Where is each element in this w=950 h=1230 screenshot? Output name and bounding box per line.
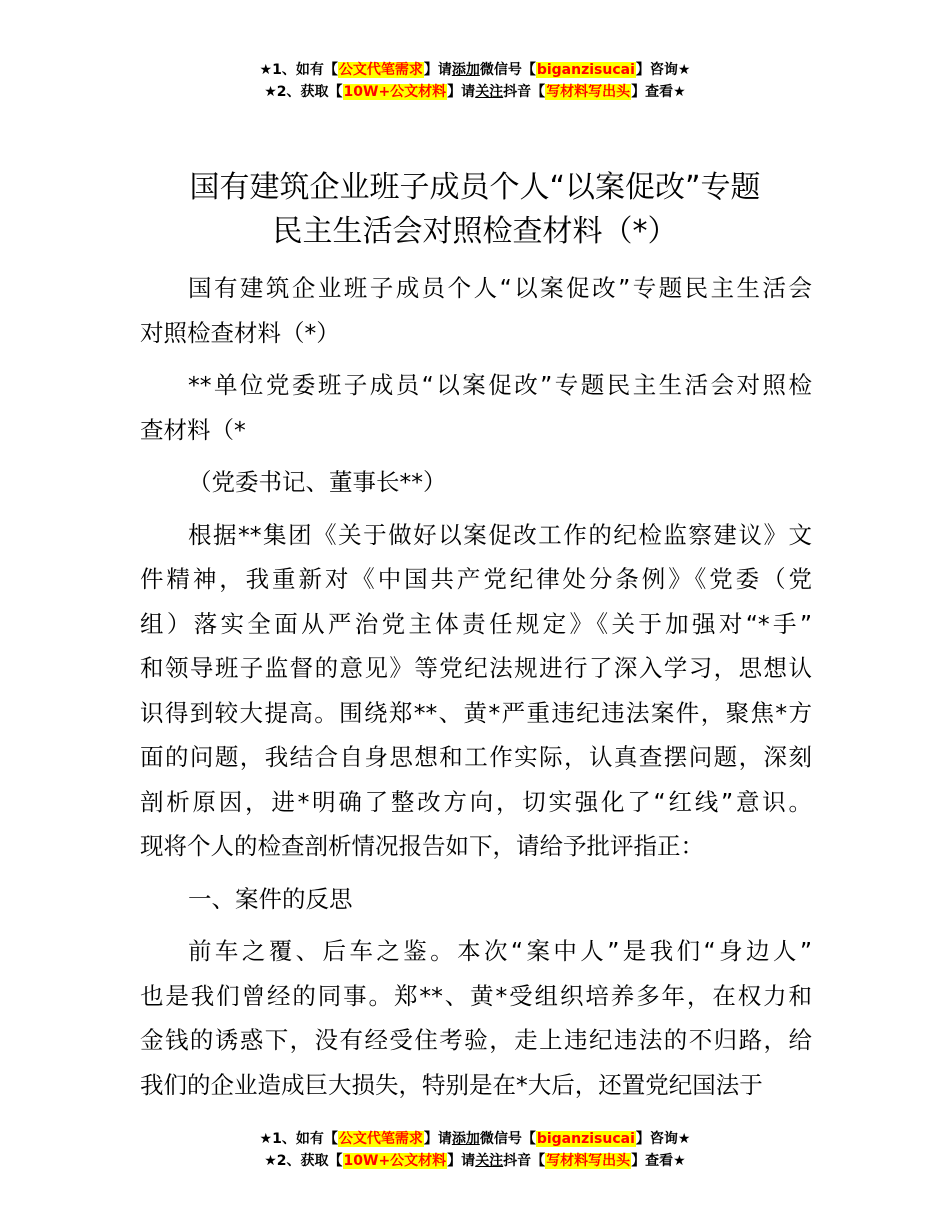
banner-line-1 <box>0 59 950 81</box>
banner-text: ★1、如有【 <box>259 1131 338 1147</box>
banner-text: 抖音【 <box>503 1153 546 1169</box>
body-paragraph <box>140 929 812 1107</box>
banner-text: ★2、获取【 <box>264 84 343 100</box>
banner-underline: 关注 <box>475 84 504 100</box>
body-paragraph <box>140 460 812 505</box>
banner-text: ★1、如有【 <box>259 62 338 78</box>
paragraph-line: 剖析原因，进*明确了整改方向，切实强化了“红线”意识。 <box>140 787 812 816</box>
paragraph-line: 现将个人的检查剖析情况报告如下，请给予批评指正： <box>140 832 704 860</box>
banner-text: 】咨询★ <box>635 1131 691 1147</box>
paragraph-line: 件精神，我重新对《中国共产党纪律处分条例》《党委（党 <box>140 565 812 593</box>
paragraph-line: 也是我们曾经的同事。郑**、黄*受组织培养多年，在权力和 <box>140 981 812 1010</box>
banner-line-2 <box>0 1150 950 1172</box>
banner-text: 微信号【 <box>479 62 536 78</box>
paragraph-line: 查材料（* <box>140 415 246 444</box>
paragraph-line: 国有建筑企业班子成员个人“以案促改”专题民主生活会 <box>188 274 812 302</box>
paragraph-line: 前车之覆、后车之鉴。本次“案中人”是我们“身边人” <box>188 937 812 965</box>
paragraph-line: 我们的企业造成巨大损失，特别是在*大后，还置党纪国法于 <box>140 1070 763 1099</box>
banner-highlight-douyin: 写材料写出头 <box>546 84 631 100</box>
body-paragraph <box>140 363 812 452</box>
banner-text: 】查看★ <box>631 1153 686 1169</box>
page-title <box>90 166 860 254</box>
paragraph-line: 对照检查材料（*） <box>140 318 340 347</box>
title-line-1: 国有建筑企业班子成员个人“以案促改”专题 <box>189 170 761 205</box>
paragraph-line: 一、案件的反思 <box>188 884 353 913</box>
banner-highlight: 10W+公文材料 <box>343 1153 447 1169</box>
banner-underline: 添加 <box>451 1131 480 1147</box>
banner-highlight: 10W+公文材料 <box>343 84 447 100</box>
banner-text: 微信号【 <box>479 1131 536 1147</box>
document-body <box>140 266 812 1115</box>
banner-text: 】请 <box>447 1153 476 1169</box>
body-paragraph <box>140 513 812 869</box>
banner-text: 抖音【 <box>503 84 546 100</box>
body-paragraph <box>140 266 812 355</box>
title-line-2: 民主生活会对照检查材料（*） <box>272 214 678 249</box>
footer-banner <box>0 1128 950 1172</box>
banner-underline: 关注 <box>475 1153 504 1169</box>
banner-text: 】查看★ <box>631 84 686 100</box>
banner-text: 】请 <box>423 1131 452 1147</box>
banner-text: 】咨询★ <box>635 62 691 78</box>
banner-highlight-wechat: biganzisucai <box>536 1131 635 1147</box>
header-banner <box>0 59 950 103</box>
banner-highlight-wechat: biganzisucai <box>536 62 635 78</box>
banner-underline: 添加 <box>451 62 480 78</box>
paragraph-line: 识得到较大提高。围绕郑**、黄*严重违纪违法案件，聚焦*方 <box>140 698 812 727</box>
paragraph-line: **单位党委班子成员“以案促改”专题民主生活会对照检 <box>188 371 812 399</box>
banner-highlight: 公文代笔需求 <box>338 62 423 78</box>
banner-text: ★2、获取【 <box>264 1153 343 1169</box>
paragraph-line: 根据**集团《关于做好以案促改工作的纪检监察建议》文 <box>188 520 812 549</box>
paragraph-line: （党委书记、董事长**） <box>188 468 447 496</box>
banner-line-1 <box>0 1128 950 1150</box>
paragraph-line: 组）落实全面从严治党主体责任规定》《关于加强对“*手” <box>140 609 812 638</box>
paragraph-line: 面的问题，我结合自身思想和工作实际，认真查摆问题，深刻 <box>140 743 812 771</box>
banner-text: 】请 <box>447 84 476 100</box>
banner-line-2 <box>0 81 950 103</box>
paragraph-line: 金钱的诱惑下，没有经受住考验，走上违纪违法的不归路，给 <box>140 1026 812 1054</box>
banner-highlight-douyin: 写材料写出头 <box>546 1153 631 1169</box>
banner-highlight: 公文代笔需求 <box>338 1131 423 1147</box>
paragraph-line: 和领导班子监督的意见》等党纪法规进行了深入学习，思想认 <box>140 654 812 682</box>
banner-text: 】请 <box>423 62 452 78</box>
section-heading <box>140 877 812 922</box>
